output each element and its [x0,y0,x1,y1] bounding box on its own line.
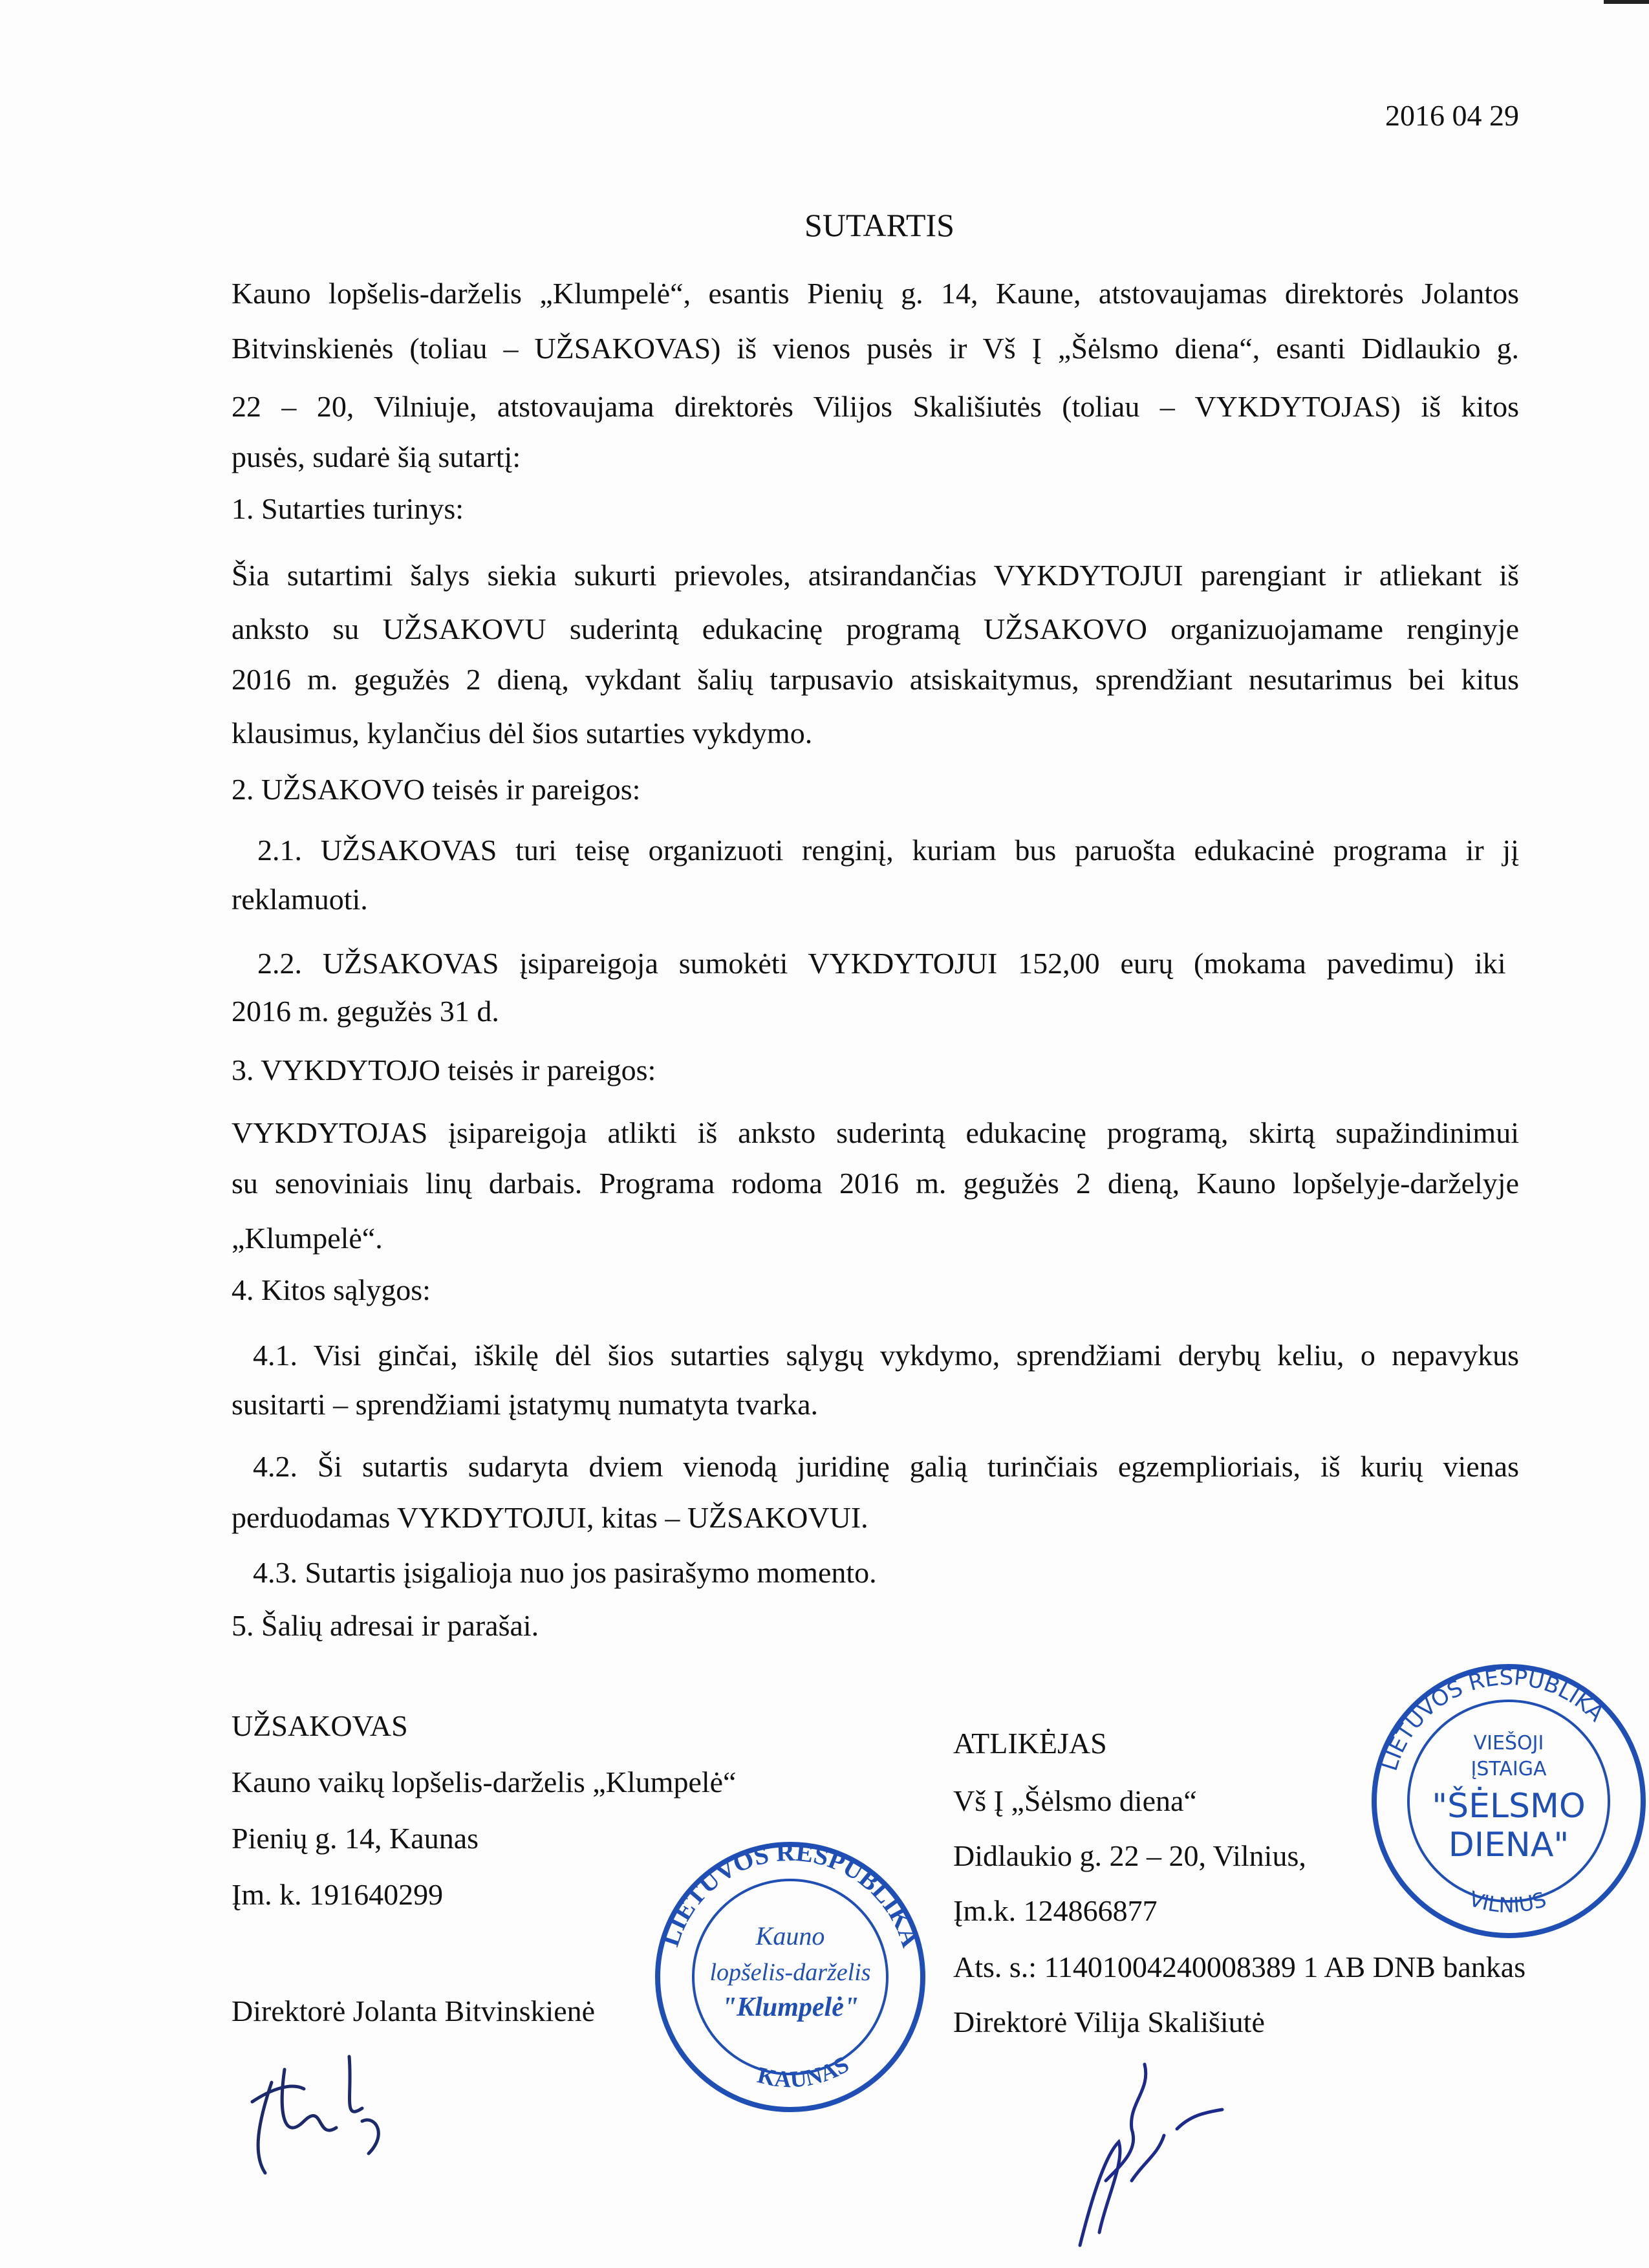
contractor-signatory: Direktorė Vilija Skališiutė [953,2005,1265,2038]
stamp-text: lopšelis-darželis [709,1959,871,1986]
customer-name: Kauno vaikų lopšelis-darželis „Klumpelė“ [232,1766,737,1798]
section-line: Šia sutartimi šalys siekia sukurti prievoles, atsirandančias VYKDYTOJUI parengiant ir atliekant iš [232,559,1519,592]
document-date: 2016 04 29 [1385,99,1519,132]
clause-line: 2.1. UŽSAKOVAS turi teisę organizuoti renginį, kuriam bus paruošta edukacinė programa ir jį [257,834,1519,867]
intro-line: pusės, sudarė šią sutartį: [232,440,521,473]
section-line: klausimus, kylančius dėl šios sutarties vykdymo. [232,717,813,750]
document-title: SUTARTIS [804,207,954,243]
customer-code: Įm. k. 191640299 [232,1878,444,1911]
intro-line: Kauno lopšelis-darželis „Klumpelė“, esantis Pienių g. 14, Kaune, atstovaujamas direktorės Jolantos [232,277,1519,310]
clause-line: reklamuoti. [232,883,368,916]
section-line: VYKDYTOJAS įsipareigoja atlikti iš anksto suderintą edukacinę programą, skirtą supažindinimui [232,1116,1519,1149]
scan-edge [1604,0,1649,4]
section-line: su senoviniais linų darbais. Programa rodoma 2016 m. gegužės 2 dieną, Kauno lopšelyje-darželyje [232,1167,1519,1200]
section-heading: 3. VYKDYTOJO teisės ir pareigos: [232,1053,656,1086]
contractor-code: Įm.k. 124866877 [953,1894,1158,1927]
section-line: anksto su UŽSAKOVU suderintą edukacinę programą UŽSAKOVO organizuojamame renginyje [232,612,1519,645]
stamp-text: Kauno [755,1921,825,1950]
contractor-name: Vš Į „Šėlsmo diena“ [953,1784,1197,1817]
customer-signatory: Direktorė Jolanta Bitvinskienė [232,1994,596,2027]
intro-line: Bitvinskienės (toliau – UŽSAKOVAS) iš vienos pusės ir Vš Į „Šėlsmo diena“, esanti Didlaukio g. [232,332,1519,365]
section-line: 2016 m. gegužės 2 dieną, vykdant šalių tarpusavio atsiskaitymus, sprendžiant nesutarimus bei kitus [232,663,1519,696]
customer-address: Pienių g. 14, Kaunas [232,1822,479,1855]
customer-signature [233,2044,414,2199]
stamp-text: VIEŠOJI [1473,1732,1544,1755]
section-heading: 4. Kitos sąlygos: [232,1273,431,1306]
svg-text:VILNIUS [1466,1886,1549,1917]
section-heading: 1. Sutarties turinys: [232,492,464,525]
stamp-ring-text: LIETUVOS RESPUBLIKA [655,1837,926,1951]
contractor-stamp [1370,1662,1648,1940]
svg-text:KAUNAS [755,2051,854,2093]
clause-line: susitarti – sprendžiami įstatymų numatyta tvarka. [232,1388,819,1421]
stamp-text: "Klumpelė" [721,1993,859,2022]
customer-heading: UŽSAKOVAS [232,1709,408,1742]
clause-line: 2016 m. gegužės 31 d. [232,995,499,1028]
stamp-text: ĮSTAIGA [1471,1758,1547,1780]
contractor-heading: ATLIKĖJAS [953,1727,1107,1760]
contractor-address: Didlaukio g. 22 – 20, Vilnius, [953,1839,1306,1872]
stamp-text: DIENA" [1448,1826,1569,1864]
clause-line: 4.2. Ši sutartis sudaryta dviem vienodą juridinę galią turinčiais egzemplioriais, iš kurių vienas [253,1450,1519,1483]
clause-line: 4.1. Visi ginčai, iškilę dėl šios sutarties sąlygų vykdymo, sprendžiami derybų keliu, o nepavykus [253,1339,1519,1372]
contractor-account: Ats. s.: 11401004240008389 1 AB DNB bankas [953,1950,1526,1983]
stamp-bottom-text: KAUNAS [755,2051,854,2093]
clause-line: perduodamas VYKDYTOJUI, kitas – UŽSAKOVUI. [232,1501,868,1534]
customer-stamp [653,1837,927,2114]
section-line: „Klumpelė“. [232,1222,383,1255]
clause-line: 2.2. UŽSAKOVAS įsipareigoja sumokėti VYKDYTOJUI 152,00 eurų (mokama pavedimu) iki [257,947,1506,980]
stamp-text: "ŠĖLSMO [1432,1787,1586,1826]
section-heading: 2. UŽSAKOVO teisės ir pareigos: [232,773,641,806]
stamp-bottom-text: VILNIUS [1466,1886,1549,1918]
stamp-ring-text: LIETUVOS RESPUBLIKA [1376,1664,1610,1774]
contractor-signature [1067,2051,1235,2258]
intro-line: 22 – 20, Vilniuje, atstovaujama direktorės Vilijos Skališiutės (toliau – VYKDYTOJAS) iš kitos [232,390,1519,423]
section-heading: 5. Šalių adresai ir parašai. [232,1609,539,1642]
clause-line: 4.3. Sutartis įsigalioja nuo jos pasirašymo momento. [253,1556,877,1589]
